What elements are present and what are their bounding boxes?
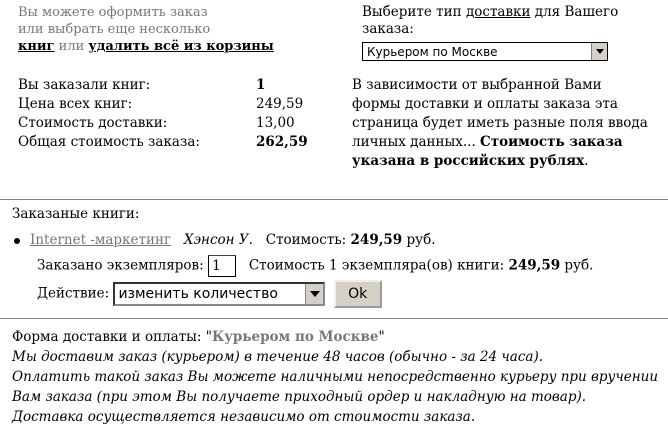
form-line: Оплатить такой заказ Вы можете наличными непосредственно курьеру при вручении (12, 369, 659, 385)
delivery-prefix: Выберите тип (362, 4, 466, 20)
delivery-form-info: Форма доставки и оплаты: "Курьером по Москве" Мы доставим заказ (курьером) в течение 48 часов (обычно - за 24 часа). Оплатить такой заказ Вы можете наличными непосредственно курьеру при вручении Вам заказа (при этом Вы получаете приходный ордер и накладную на товар). Доставка осуществляется независимо от стоимости заказа. (12, 329, 659, 425)
note-bold: Стоимость заказа указана в российских рублях (352, 134, 623, 169)
form-label: Форма доставки и оплаты: " (12, 329, 212, 345)
divider (0, 199, 668, 200)
summary-label: Вы заказали книг: (18, 77, 151, 93)
intro-text (18, 4, 318, 55)
summary-label: Стоимость доставки: (18, 115, 168, 131)
form-line: Доставка осуществляется независимо от стоимости заказа. (12, 409, 476, 425)
chevron-down-icon[interactable] (305, 284, 323, 304)
form-line: Мы доставим заказ (курьером) в течение 48 часов (обычно - за 24 часа). (12, 349, 544, 365)
order-summary (18, 76, 308, 152)
clear-cart-link[interactable]: удалить всё из корзины (88, 39, 274, 54)
intro-line1: Вы можете оформить заказ (18, 5, 208, 20)
summary-row (18, 114, 308, 133)
form-line: Вам заказа (при этом Вы получаете приходный ордер и накладную на товар). (12, 389, 587, 405)
action-select[interactable] (113, 282, 325, 306)
summary-row (18, 95, 308, 114)
quantity-input[interactable]: 1 (208, 255, 236, 277)
intro-or: или (54, 39, 89, 54)
delivery-link[interactable]: доставки (465, 4, 531, 20)
action-row (37, 280, 382, 308)
delivery-prompt (362, 4, 662, 38)
ordered-books-title: Заказаные книги: (12, 206, 140, 222)
action-label: Действие: (37, 285, 110, 302)
action-value: изменить количество (118, 286, 278, 302)
books-link[interactable]: книг (18, 39, 55, 54)
chevron-down-icon[interactable] (591, 43, 607, 60)
bullet-icon (14, 238, 20, 244)
summary-label: Цена всех книг: (18, 96, 133, 112)
summary-row (18, 76, 308, 95)
summary-value: 1 (256, 77, 266, 93)
summary-row (18, 133, 308, 152)
delivery-type-select[interactable] (362, 42, 608, 61)
cost-label: Стоимость: (265, 232, 351, 248)
ok-button[interactable]: Ok (334, 280, 382, 308)
book-title-link[interactable]: Internet -маркетинг (30, 232, 172, 248)
quantity-label: Заказано экземпляров: (37, 257, 204, 274)
summary-value: 13,00 (256, 115, 295, 131)
summary-label: Общая стоимость заказа: (18, 134, 200, 150)
book-author: Хэнсон У. (183, 232, 253, 248)
unit-cost-label: Стоимость 1 экземпляра(ов) книги: (248, 257, 509, 274)
pricing-note: В зависимости от выбранной Вами формы доставки и оплаты заказа эта страница будет иметь разные поля ввода личных данных... Стоимость заказа указана в российских рублях. (352, 77, 648, 169)
unit-cost: 249,59 (508, 257, 561, 274)
divider (0, 318, 668, 319)
summary-value: 262,59 (256, 134, 308, 150)
delivery-suffix: для Вашего заказа: (362, 4, 619, 37)
delivery-type-value: Курьером по Москве (367, 45, 498, 59)
book-row: Internet -маркетинг Хэнсон У. Стоимость: 249,59 руб. (14, 232, 436, 248)
form-name: Курьером по Москве (211, 329, 379, 345)
book-cost: 249,59 (350, 232, 403, 248)
intro-line2: или выбрать еще несколько (18, 22, 211, 37)
note-text: В зависимости от выбранной Вами формы доставки и оплаты заказа эта страница будет иметь разные поля ввода личных данных... (352, 77, 648, 150)
summary-value: 249,59 (256, 96, 304, 112)
quantity-row: Заказано экземпляров: 1 Стоимость 1 экземпляра(ов) книги: 249,59 руб. (37, 255, 593, 277)
